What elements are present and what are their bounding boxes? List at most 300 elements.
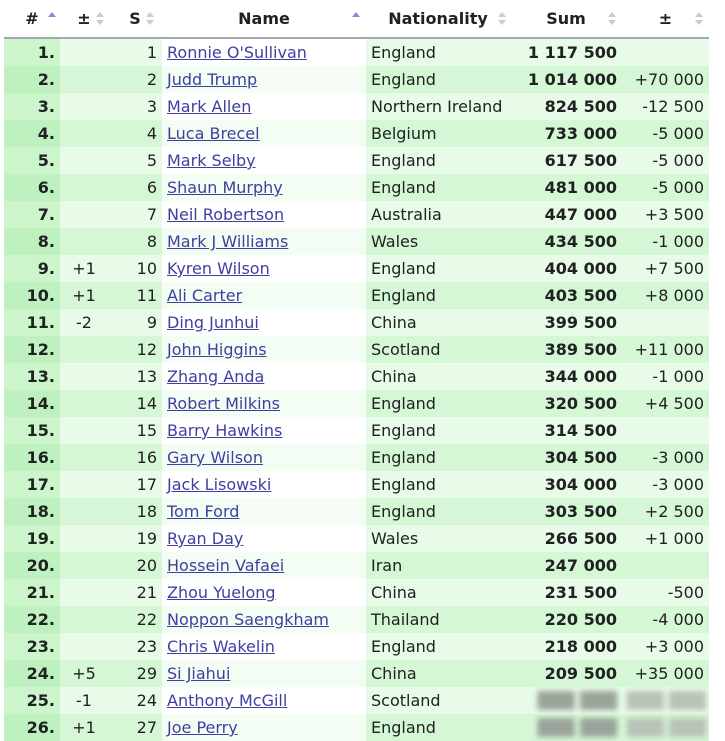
change-cell [60,201,108,228]
rank-cell [4,228,60,255]
table-row [4,228,709,255]
rank-cell-text: 22. [26,610,55,629]
nationality-cell [366,147,510,174]
diff-cell [622,201,709,228]
player-link[interactable]: Tom Ford [167,502,240,521]
seed-cell [108,390,162,417]
sum-cell [510,147,622,174]
sum-header-label: Sum [546,9,586,28]
change-column-header[interactable] [60,0,108,38]
nationality-cell [366,498,510,525]
table-row [4,255,709,282]
change-cell-text: +1 [72,259,96,278]
player-link[interactable]: Jack Lisowski [167,475,272,494]
nationality-cell-text: Belgium [371,124,437,143]
diff-cell [622,93,709,120]
rank-cell-text: 14. [26,394,55,413]
player-link[interactable]: Kyren Wilson [167,259,270,278]
sum-cell-text: 404 000 [544,259,617,278]
table-row [4,633,709,660]
diff-cell [622,471,709,498]
rank-cell [4,660,60,687]
change-cell [60,606,108,633]
nationality-cell-text: England [371,259,436,278]
seed-cell [108,201,162,228]
name-cell [162,471,366,498]
diff-cell-text: +8 000 [644,286,704,305]
change-cell [60,417,108,444]
rank-cell-text: 25. [26,691,55,710]
table-row [4,38,709,66]
table-row [4,660,709,687]
seed-cell-text: 8 [146,232,157,251]
player-link[interactable]: Gary Wilson [167,448,263,467]
seed-cell [108,552,162,579]
table-row [4,309,709,336]
nationality-cell-text: England [371,502,436,521]
change-cell [60,66,108,93]
sum-cell-text: 218 000 [544,637,617,656]
change-cell [60,174,108,201]
sum-column-header[interactable] [510,0,622,38]
rank-cell [4,444,60,471]
diff-cell-text: -12 500 [642,97,704,116]
nationality-cell [366,255,510,282]
nationality-cell [366,38,510,66]
rank-cell [4,579,60,606]
name-cell [162,552,366,579]
diff-cell [622,714,709,741]
nationality-cell-text: Wales [371,232,419,251]
nationality-cell-text: China [371,664,417,683]
table-row [4,606,709,633]
change-cell [60,38,108,66]
diff-cell [622,498,709,525]
player-link[interactable]: Mark Allen [167,97,252,116]
change-cell [60,363,108,390]
seed-cell-text: 3 [146,97,157,116]
sum-cell [510,633,622,660]
seed-cell [108,363,162,390]
rank-cell-text: 1. [37,43,55,62]
sum-cell-text: 231 500 [544,583,617,602]
diff-cell [622,38,709,66]
sum-cell [510,579,622,606]
sum-cell-text: 247 000 [544,556,617,575]
rank-cell [4,633,60,660]
sum-cell [510,93,622,120]
sum-cell-text: 303 500 [544,502,617,521]
sum-cell-text: 209 500 [544,664,617,683]
diff-cell [622,579,709,606]
sort-ascending-icon[interactable] [352,12,360,26]
player-link[interactable]: Ryan Day [167,529,244,548]
player-link[interactable]: Joe Perry [167,718,238,737]
diff-cell-text: +1 000 [644,529,704,548]
rank-cell [4,687,60,714]
seed-cell [108,228,162,255]
player-link[interactable]: Noppon Saengkham [167,610,329,629]
table-row [4,66,709,93]
nationality-cell-text: Wales [371,529,419,548]
diff-cell-text: -5 000 [652,151,704,170]
sum-cell-text: 304 500 [544,448,617,467]
seed-cell [108,579,162,606]
rank-cell-text: 26. [26,718,55,737]
seed-cell-text: 13 [136,367,157,386]
diff-cell [622,336,709,363]
diff-cell-text: +3 500 [644,205,704,224]
rank-cell-text: 7. [37,205,55,224]
sum-cell [510,66,622,93]
nationality-cell [366,471,510,498]
change-cell [60,309,108,336]
rank-cell-text: 18. [26,502,55,521]
rank-cell [4,93,60,120]
nationality-cell [366,660,510,687]
diff-cell [622,66,709,93]
table-row [4,525,709,552]
rank-cell [4,714,60,741]
sum-cell [510,201,622,228]
table-row [4,147,709,174]
nationality-cell [366,228,510,255]
player-link[interactable]: Robert Milkins [167,394,281,413]
seed-column-header[interactable] [108,0,162,38]
table-row [4,444,709,471]
name-cell [162,660,366,687]
rank-cell [4,66,60,93]
name-cell [162,38,366,66]
player-link[interactable]: Barry Hawkins [167,421,283,440]
nationality-cell [366,525,510,552]
blurred-value: ███ ███ [537,718,617,737]
rank-header-label: # [25,9,39,28]
rankings-table [4,0,709,741]
player-link[interactable]: Ali Carter [167,286,243,305]
rank-cell [4,174,60,201]
seed-cell-text: 9 [146,313,157,332]
seed-cell [108,633,162,660]
diff-cell [622,309,709,336]
sum-cell-text: 220 500 [544,610,617,629]
seed-cell-text: 6 [146,178,157,197]
player-link[interactable]: Mark J Williams [167,232,289,251]
player-link[interactable]: Ronnie O'Sullivan [167,43,307,62]
player-link[interactable]: Ding Junhui [167,313,259,332]
name-cell [162,93,366,120]
rank-cell-text: 5. [37,151,55,170]
name-cell [162,147,366,174]
sum-cell [510,390,622,417]
rank-cell [4,336,60,363]
seed-cell [108,606,162,633]
nationality-cell [366,93,510,120]
diff-cell-text: -3 000 [652,448,704,467]
player-link[interactable]: Anthony McGill [167,691,288,710]
seed-cell-text: 14 [136,394,157,413]
nationality-cell-text: England [371,475,436,494]
seed-cell [108,309,162,336]
rank-cell-text: 21. [26,583,55,602]
nationality-cell [366,201,510,228]
rank-cell-text: 19. [26,529,55,548]
table-row [4,201,709,228]
name-cell [162,714,366,741]
rank-cell-text: 10. [26,286,55,305]
rank-cell [4,606,60,633]
name-cell [162,363,366,390]
diff-cell [622,147,709,174]
diff-cell [622,417,709,444]
seed-cell [108,93,162,120]
table-row [4,336,709,363]
sum-cell [510,38,622,66]
change-cell [60,471,108,498]
nationality-cell-text: Northern Ireland [371,97,503,116]
sum-cell [510,417,622,444]
table-row [4,471,709,498]
seed-cell-text: 10 [136,259,157,278]
rank-cell-text: 13. [26,367,55,386]
sum-cell [510,174,622,201]
rank-cell-text: 9. [37,259,55,278]
diff-cell [622,525,709,552]
nationality-cell-text: China [371,583,417,602]
rank-cell-text: 15. [26,421,55,440]
change-cell [60,93,108,120]
sum-cell [510,282,622,309]
change-cell [60,525,108,552]
sum-cell [510,444,622,471]
nationality-cell-text: Australia [371,205,442,224]
rank-cell [4,417,60,444]
table-row [4,390,709,417]
change-cell [60,714,108,741]
table-row [4,714,709,741]
seed-cell-text: 7 [146,205,157,224]
change-cell [60,633,108,660]
seed-cell-text: 5 [146,151,157,170]
nationality-cell-text: England [371,637,436,656]
sum-cell-text: 344 000 [544,367,617,386]
nationality-cell [366,687,510,714]
nationality-cell [366,390,510,417]
sum-cell-text: 824 500 [544,97,617,116]
table-row [4,687,709,714]
change-cell [60,120,108,147]
diff-cell [622,633,709,660]
name-cell [162,66,366,93]
rank-cell [4,471,60,498]
sum-cell-text: 389 500 [544,340,617,359]
diff-header-label: ± [658,9,673,28]
table-row [4,282,709,309]
sort-icon[interactable] [695,12,703,26]
name-cell [162,255,366,282]
rank-cell-text: 2. [37,70,55,89]
rank-cell-text: 3. [37,97,55,116]
nationality-column-header[interactable] [366,0,510,38]
rank-column-header[interactable] [4,0,60,38]
diff-cell-text: +7 500 [644,259,704,278]
diff-cell-text: +4 500 [644,394,704,413]
sort-icon[interactable] [146,12,154,26]
nationality-cell-text: Thailand [371,610,440,629]
sum-cell [510,363,622,390]
rank-cell-text: 24. [26,664,55,683]
diff-cell [622,687,709,714]
change-cell [60,687,108,714]
sort-icon[interactable] [498,12,506,26]
player-link[interactable]: Luca Brecel [167,124,260,143]
nationality-cell-text: England [371,448,436,467]
change-cell [60,336,108,363]
table-header-row [4,0,709,38]
seed-cell [108,525,162,552]
sum-cell [510,660,622,687]
name-cell [162,444,366,471]
change-header-label: ± [77,9,91,28]
rank-cell-text: 16. [26,448,55,467]
name-column-header[interactable] [162,0,366,38]
seed-cell [108,174,162,201]
player-link[interactable]: Judd Trump [167,70,258,89]
name-cell [162,201,366,228]
sum-cell-text: 733 000 [544,124,617,143]
nationality-cell [366,174,510,201]
sum-cell [510,471,622,498]
nationality-cell [366,444,510,471]
seed-cell [108,714,162,741]
change-cell-text: +5 [72,664,96,683]
nationality-cell-text: England [371,178,436,197]
seed-cell [108,498,162,525]
diff-cell [622,174,709,201]
blurred-value: ███ ███ [627,718,706,737]
seed-cell [108,687,162,714]
seed-cell-text: 24 [136,691,157,710]
diff-cell [622,444,709,471]
player-link[interactable]: Zhang Anda [167,367,265,386]
name-cell [162,633,366,660]
nationality-cell [366,633,510,660]
seed-cell-text: 29 [136,664,157,683]
sum-cell [510,336,622,363]
diff-cell-text: -5 000 [652,178,704,197]
nationality-cell [366,579,510,606]
change-cell [60,147,108,174]
player-link[interactable]: John Higgins [167,340,267,359]
change-cell [60,390,108,417]
sort-icon[interactable] [608,12,616,26]
name-cell [162,228,366,255]
rank-cell [4,38,60,66]
name-cell [162,525,366,552]
diff-cell-text: +2 500 [644,502,704,521]
name-cell [162,579,366,606]
rank-cell [4,363,60,390]
rank-cell [4,552,60,579]
name-cell [162,282,366,309]
nationality-cell-text: England [371,394,436,413]
sum-cell-text: 434 500 [544,232,617,251]
name-cell [162,174,366,201]
change-cell [60,444,108,471]
diff-cell-text: -5 000 [652,124,704,143]
blurred-value: ███ ███ [537,691,617,710]
rank-cell-text: 11. [26,313,55,332]
rank-cell [4,498,60,525]
nationality-cell-text: China [371,313,417,332]
sort-ascending-icon[interactable] [48,12,56,26]
player-link[interactable]: Chris Wakelin [167,637,275,656]
diff-cell-text: +11 000 [634,340,704,359]
sum-cell [510,525,622,552]
player-link[interactable]: Hossein Vafaei [167,556,285,575]
diff-cell [622,606,709,633]
sum-cell-text: 314 500 [544,421,617,440]
rank-cell [4,201,60,228]
sum-cell-text: 304 000 [544,475,617,494]
seed-header-label: S [129,9,141,28]
sum-cell-text: 266 500 [544,529,617,548]
seed-cell-text: 20 [136,556,157,575]
name-cell [162,120,366,147]
change-cell [60,228,108,255]
player-link[interactable]: Mark Selby [167,151,256,170]
rank-cell [4,120,60,147]
nationality-cell [366,363,510,390]
diff-cell-text: +3 000 [644,637,704,656]
seed-cell-text: 18 [136,502,157,521]
change-cell [60,552,108,579]
nationality-cell-text: England [371,421,436,440]
player-link[interactable]: Zhou Yuelong [167,583,276,602]
rank-cell-text: 12. [26,340,55,359]
name-cell [162,687,366,714]
name-cell [162,309,366,336]
name-cell [162,498,366,525]
nationality-cell-text: Scotland [371,691,441,710]
seed-cell-text: 11 [136,286,157,305]
seed-cell [108,282,162,309]
player-link[interactable]: Shaun Murphy [167,178,283,197]
rank-cell-text: 6. [37,178,55,197]
sum-cell-text: 617 500 [544,151,617,170]
rank-cell-text: 17. [26,475,55,494]
diff-cell [622,363,709,390]
diff-column-header[interactable] [622,0,709,38]
nationality-cell [366,714,510,741]
seed-cell [108,417,162,444]
rank-cell-text: 20. [26,556,55,575]
nationality-cell [366,606,510,633]
diff-cell [622,552,709,579]
nationality-header-label: Nationality [388,9,488,28]
nationality-cell [366,309,510,336]
player-link[interactable]: Si Jiahui [167,664,231,683]
sum-cell-text: 403 500 [544,286,617,305]
sort-icon[interactable] [96,12,104,26]
rank-cell [4,282,60,309]
diff-cell-text: +70 000 [634,70,704,89]
sum-cell [510,120,622,147]
seed-cell-text: 12 [136,340,157,359]
player-link[interactable]: Neil Robertson [167,205,285,224]
seed-cell [108,336,162,363]
diff-cell-text: -4 000 [652,610,704,629]
